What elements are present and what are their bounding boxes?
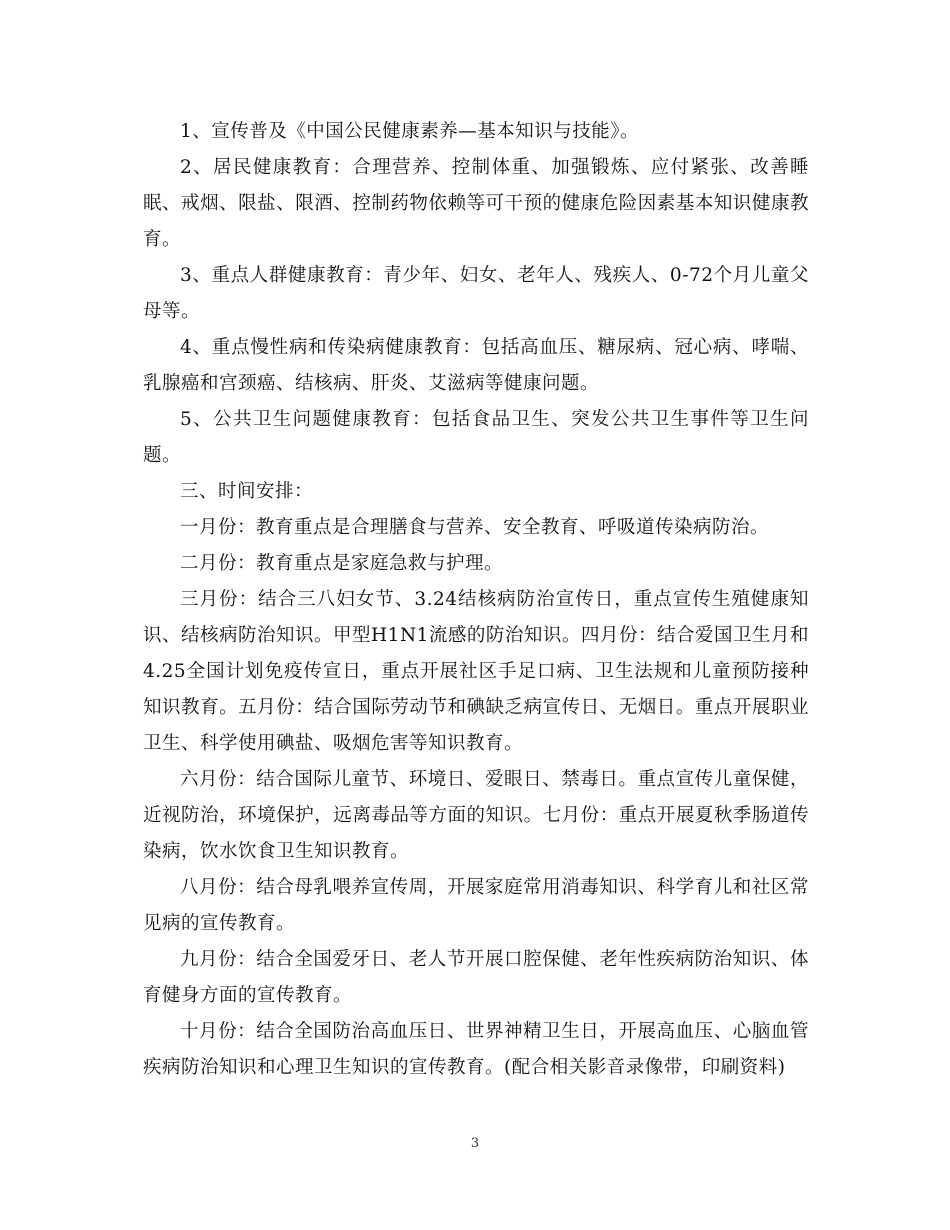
paragraph-item-4: 4、重点慢性病和传染病健康教育：包括高血压、糖尿病、冠心病、哮喘、乳腺癌和宫颈癌、结核病、肝炎、艾滋病等健康问题。: [143, 337, 809, 394]
page-body: [143, 114, 809, 1086]
schedule-june-july: 六月份：结合国际儿童节、环境日、爱眼日、禁毒日。重点宣传儿童保健，近视防治，环境保护，远离毒品等方面的知识。七月份：重点开展夏秋季肠道传染病，饮水饮食卫生知识教育。: [143, 769, 809, 862]
schedule-august: 八月份：结合母乳喂养宣传周，开展家庭常用消毒知识、科学育儿和社区常见病的宣传教育。: [143, 877, 809, 934]
paragraph-item-2: 2、居民健康教育：合理营养、控制体重、加强锻炼、应付紧张、改善睡眠、戒烟、限盐、限酒、控制药物依赖等可干预的健康危险因素基本知识健康教育。: [143, 157, 809, 250]
schedule-october: 十月份：结合全国防治高血压日、世界神精卫生日，开展高血压、心脑血管疾病防治知识和心理卫生知识的宣传教育。(配合相关影音录像带，印刷资料): [143, 1021, 809, 1078]
section-heading-schedule: 三、时间安排：: [180, 481, 314, 502]
paragraph-item-3: 3、重点人群健康教育：青少年、妇女、老年人、残疾人、0-72个月儿童父母等。: [143, 265, 809, 322]
schedule-january: 一月份：教育重点是合理膳食与营养、安全教育、呼吸道传染病防治。: [180, 517, 770, 538]
paragraph-item-1: 1、宣传普及《中国公民健康素养—基本知识与技能》。: [180, 121, 640, 142]
page-number: 3: [470, 1136, 480, 1151]
schedule-february: 二月份：教育重点是家庭急救与护理。: [180, 553, 504, 574]
schedule-september: 九月份：结合全国爱牙日、老人节开展口腔保健、老年性疾病防治知识、体育健身方面的宣传教育。: [143, 949, 809, 1006]
schedule-march-may: 三月份：结合三八妇女节、3.24结核病防治宣传日，重点宣传生殖健康知识、结核病防治知识。甲型H1N1流感的防治知识。四月份：结合爱国卫生月和4.25全国计划免疫传宣日，重点开展社区手足口病、卫生法规和儿童预防接种知识教育。五月份：结合国际劳动节和碘缺乏病宣传日、无烟日。重点开展职业卫生、科学使用碘盐、吸烟危害等知识教育。: [143, 589, 809, 754]
paragraph-item-5: 5、公共卫生问题健康教育：包括食品卫生、突发公共卫生事件等卫生问题。: [143, 409, 809, 466]
